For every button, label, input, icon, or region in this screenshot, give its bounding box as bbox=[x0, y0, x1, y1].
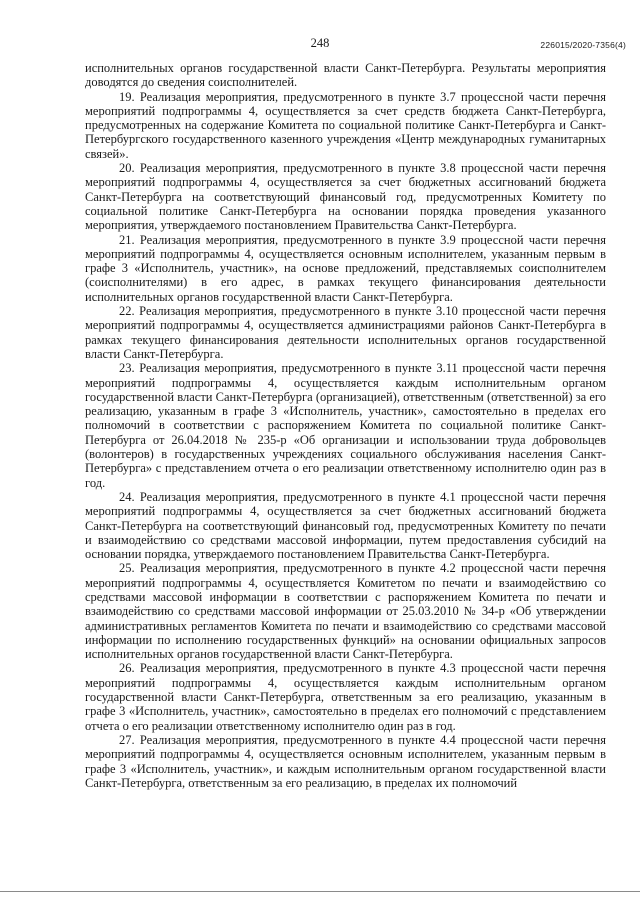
paragraph-26: 26. Реализация мероприятия, предусмотренного в пункте 4.3 процессной части перечня мероприятий подпрограммы 4, осуществляется каждым исполнительным органом государственной власти Санкт-Петербурга, ответственным за его реализацию, указанным в графе 3 «Исполнитель, участник», самостоятельно в пределах его полномочий с представлением отчета о его реализации ответственному исполнителю один раз в год. bbox=[85, 661, 606, 733]
paragraph-22: 22. Реализация мероприятия, предусмотренного в пункте 3.10 процессной части перечня мероприятий подпрограммы 4, осуществляется администрациями районов Санкт-Петербурга в рамках текущего финансирования деятельности исполнительных органов государственной власти Санкт-Петербурга. bbox=[85, 304, 606, 361]
paragraph-23: 23. Реализация мероприятия, предусмотренного в пункте 3.11 процессной части перечня мероприятий подпрограммы 4, осуществляется каждым исполнительным органом государственной власти Санкт-Петербурга (организацией), ответственным (ответственной) за его реализацию, указанным в графе 3 «Исполнитель, участник», самостоятельно в пределах его полномочий в соответствии с распоряжением Комитета по социальной политике Санкт-Петербурга от 26.04.2018 № 235-р «Об организации и использовании труда добровольцев (волонтеров) в государственных учреждениях социального обслуживания населения Санкт-Петербурга» с представлением отчета о его реализации ответственному исполнителю один раз в год. bbox=[85, 361, 606, 490]
document-id: 226015/2020-7356(4) bbox=[540, 40, 626, 50]
page-number: 248 bbox=[310, 36, 330, 50]
document-body bbox=[85, 61, 606, 790]
paragraph-27: 27. Реализация мероприятия, предусмотренного в пункте 4.4 процессной части перечня мероприятий подпрограммы 4, осуществляется основным исполнителем, указанным первым в графе 3 «Исполнитель, участник», и каждым исполнительным органом государственной власти Санкт-Петербурга, ответственным за его реализацию, в пределах их полномочий bbox=[85, 732, 606, 790]
paragraph-20: 20. Реализация мероприятия, предусмотренного в пункте 3.8 процессной части перечня мероприятий подпрограммы 4, осуществляется за счет бюджетных ассигнований бюджета Санкт-Петербурга на соответствующий финансовый год, предусмотренных Комитету по социальной политике Санкт-Петербурга на основании порядка проведения указанного мероприятия, утверждаемого постановлением Правительства Санкт-Петербурга. bbox=[85, 161, 606, 233]
paragraph-25: 25. Реализация мероприятия, предусмотренного в пункте 4.2 процессной части перечня мероприятий подпрограммы 4, осуществляется Комитетом по печати и взаимодействию со средствами массовой информации в соответствии с распоряжением Комитета по печати и взаимодействию со средствами массовой информации от 25.03.2010 № 34-р «Об утверждении административных регламентов Комитета по печати и взаимодействию со средствами массовой информации по исполнению государственных функций» на основании официальных запросов исполнительных органов государственной власти Санкт-Петербурга. bbox=[85, 561, 606, 662]
scan-edge-line bbox=[0, 891, 640, 892]
paragraph-24: 24. Реализация мероприятия, предусмотренного в пункте 4.1 процессной части перечня мероприятий подпрограммы 4, осуществляется за счет бюджетных ассигнований бюджета Санкт-Петербурга на соответствующий финансовый год, предусмотренных Комитету по печати и взаимодействию со средствами массовой информации, путем предоставления субсидий на основании порядка, утверждаемого постановлением Правительства Санкт-Петербурга. bbox=[85, 489, 606, 562]
paragraph-continuation: исполнительных органов государственной власти Санкт-Петербурга. Результаты мероприятия доводятся до сведения соисполнителей. bbox=[85, 61, 606, 90]
paragraph-21: 21. Реализация мероприятия, предусмотренного в пункте 3.9 процессной части перечня мероприятий подпрограммы 4, осуществляется основным исполнителем, указанным первым в графе 3 «Исполнитель, участник», на основе предложений, представляемых соисполнителем (соисполнителями) в его адрес, в рамках текущего финансирования деятельности исполнительных органов государственной власти Санкт-Петербурга. bbox=[85, 232, 606, 304]
paragraph-19: 19. Реализация мероприятия, предусмотренного в пункте 3.7 процессной части перечня мероприятий подпрограммы 4, осуществляется за счет средств бюджета Санкт-Петербурга, предусмотренных на содержание Комитета по социальной политике Санкт-Петербурга и Санкт-Петербургского государственного казенного учреждения «Центр международных гуманитарных связей». bbox=[85, 89, 606, 161]
